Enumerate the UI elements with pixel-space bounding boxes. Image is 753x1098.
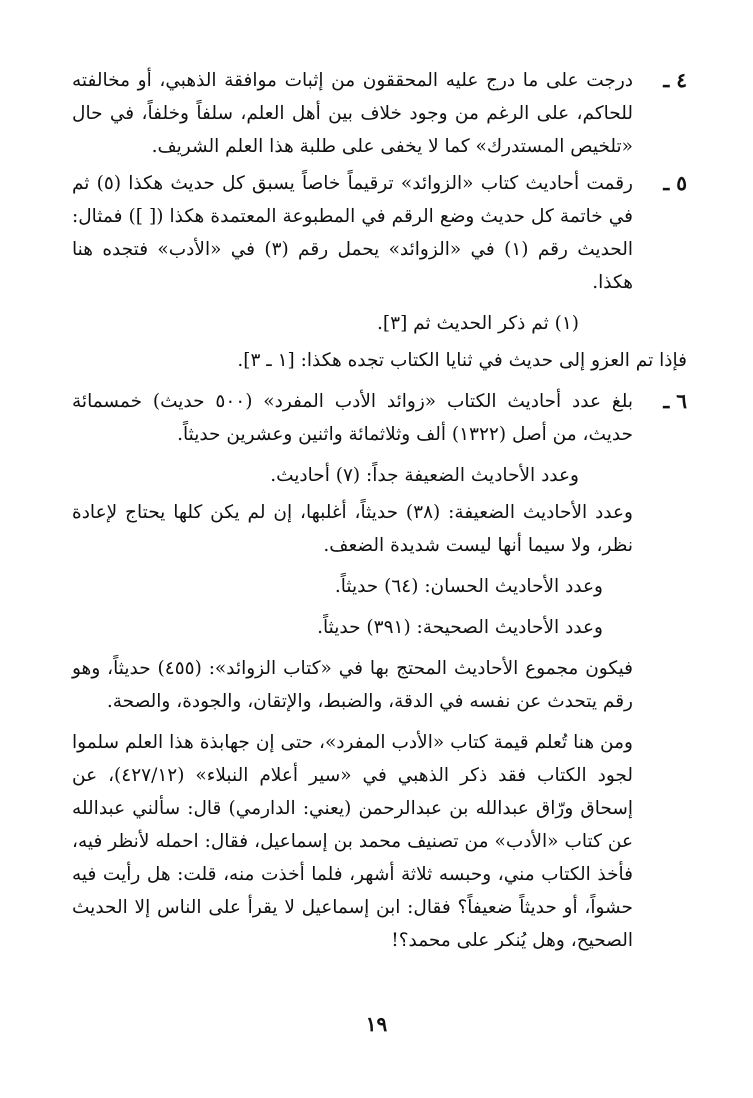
point-body xyxy=(72,64,633,167)
book-value-paragraph: ومن هنا تُعلم قيمة كتاب «الأدب المفرد»، حتى إن جهابذة هذا العلم سلموا لجود الكتاب فقد ذكر الذهبي في «سير أعلام النبلاء» (٤٢٧/١٢)، عن إسحاق ورّاق عبدالله بن عبدالرحمن (يعني: الدارمي) قال: سألني عبدالله عن كتاب «الأدب» من تصنيف محمد بن إسماعيل، فقال: احمله لأنظر فيه، فأخذ الكتاب مني، وحبسه ثلاثة أشهر، فلما أخذت منه، قلت: هل رأيت فيه حشواً، أو حديثاً ضعيفاً؟ فقال: ابن إسماعيل لا يقرأ على الناس إلا الحديث الصحيح، وهل يُنكر على محمد؟! xyxy=(72,732,633,951)
very-weak-count: وعدد الأحاديث الضعيفة جداً: (٧) أحاديث. xyxy=(270,465,579,486)
point-body xyxy=(72,167,633,344)
point-number: ٥ ـ xyxy=(663,171,687,195)
point-text: رقمت أحاديث كتاب «الزوائد» ترقيماً خاصاً يسبق كل حديث هكذا (٥) ثم في خاتمة كل حديث وضع الرقم في المطبوعة المعتمدة هكذا ([ ]) فمثال: الحديث رقم (١) في «الزوائد» يحمل رقم (٣) في «الأدب» فتجده هنا هكذا. xyxy=(72,173,634,293)
point-number: ٤ ـ xyxy=(663,68,687,92)
sahih-count: وعدد الأحاديث الصحيحة: (٣٩١) حديثاً. xyxy=(317,617,603,638)
point-6 xyxy=(72,385,687,496)
point-text: درجت على ما درج عليه المحققون من إثبات موافقة الذهبي، أو مخالفته للحاكم، على الرغم من وجود خلاف بين أهل العلم، سلفاً وخلفاً، في حال «تلخيص المستدرك» كما لا يخفى على طلبة هذا العلم الشريف. xyxy=(72,70,633,157)
example-line: (١) ثم ذكر الحديث ثم [٣]. xyxy=(377,313,579,334)
point-4 xyxy=(72,64,687,167)
weak-count-paragraph: وعدد الأحاديث الضعيفة: (٣٨) حديثاً، أغلبها، إن لم يكن كلها يحتاج لإعادة نظر، ولا سيما أنها ليست شديدة الضعف. xyxy=(72,502,633,556)
page-number: ١٩ xyxy=(365,1012,388,1036)
hasan-count: وعدد الأحاديث الحسان: (٦٤) حديثاً. xyxy=(334,576,603,597)
point-5 xyxy=(72,167,687,344)
point-body xyxy=(72,385,633,496)
total-paragraph: فيكون مجموع الأحاديث المحتج بها في «كتاب الزوائد»: (٤٥٥) حديثاً، وهو رقم يتحدث عن نفسه في الدقة، والضبط، والإتقان، والجودة، والصحة. xyxy=(72,658,633,712)
citation-format-line: فإذا تم العزو إلى حديث في ثنايا الكتاب تجده هكذا: [١ ـ ٣]. xyxy=(237,350,687,371)
point-text: بلغ عدد أحاديث الكتاب «زوائد الأدب المفرد» (٥٠٠ حديث) خمسمائة حديث، من أصل (١٣٢٢) ألف وثلاثمائة واثنين وعشرين حديثاً. xyxy=(72,391,633,445)
point-number: ٦ ـ xyxy=(663,389,687,413)
